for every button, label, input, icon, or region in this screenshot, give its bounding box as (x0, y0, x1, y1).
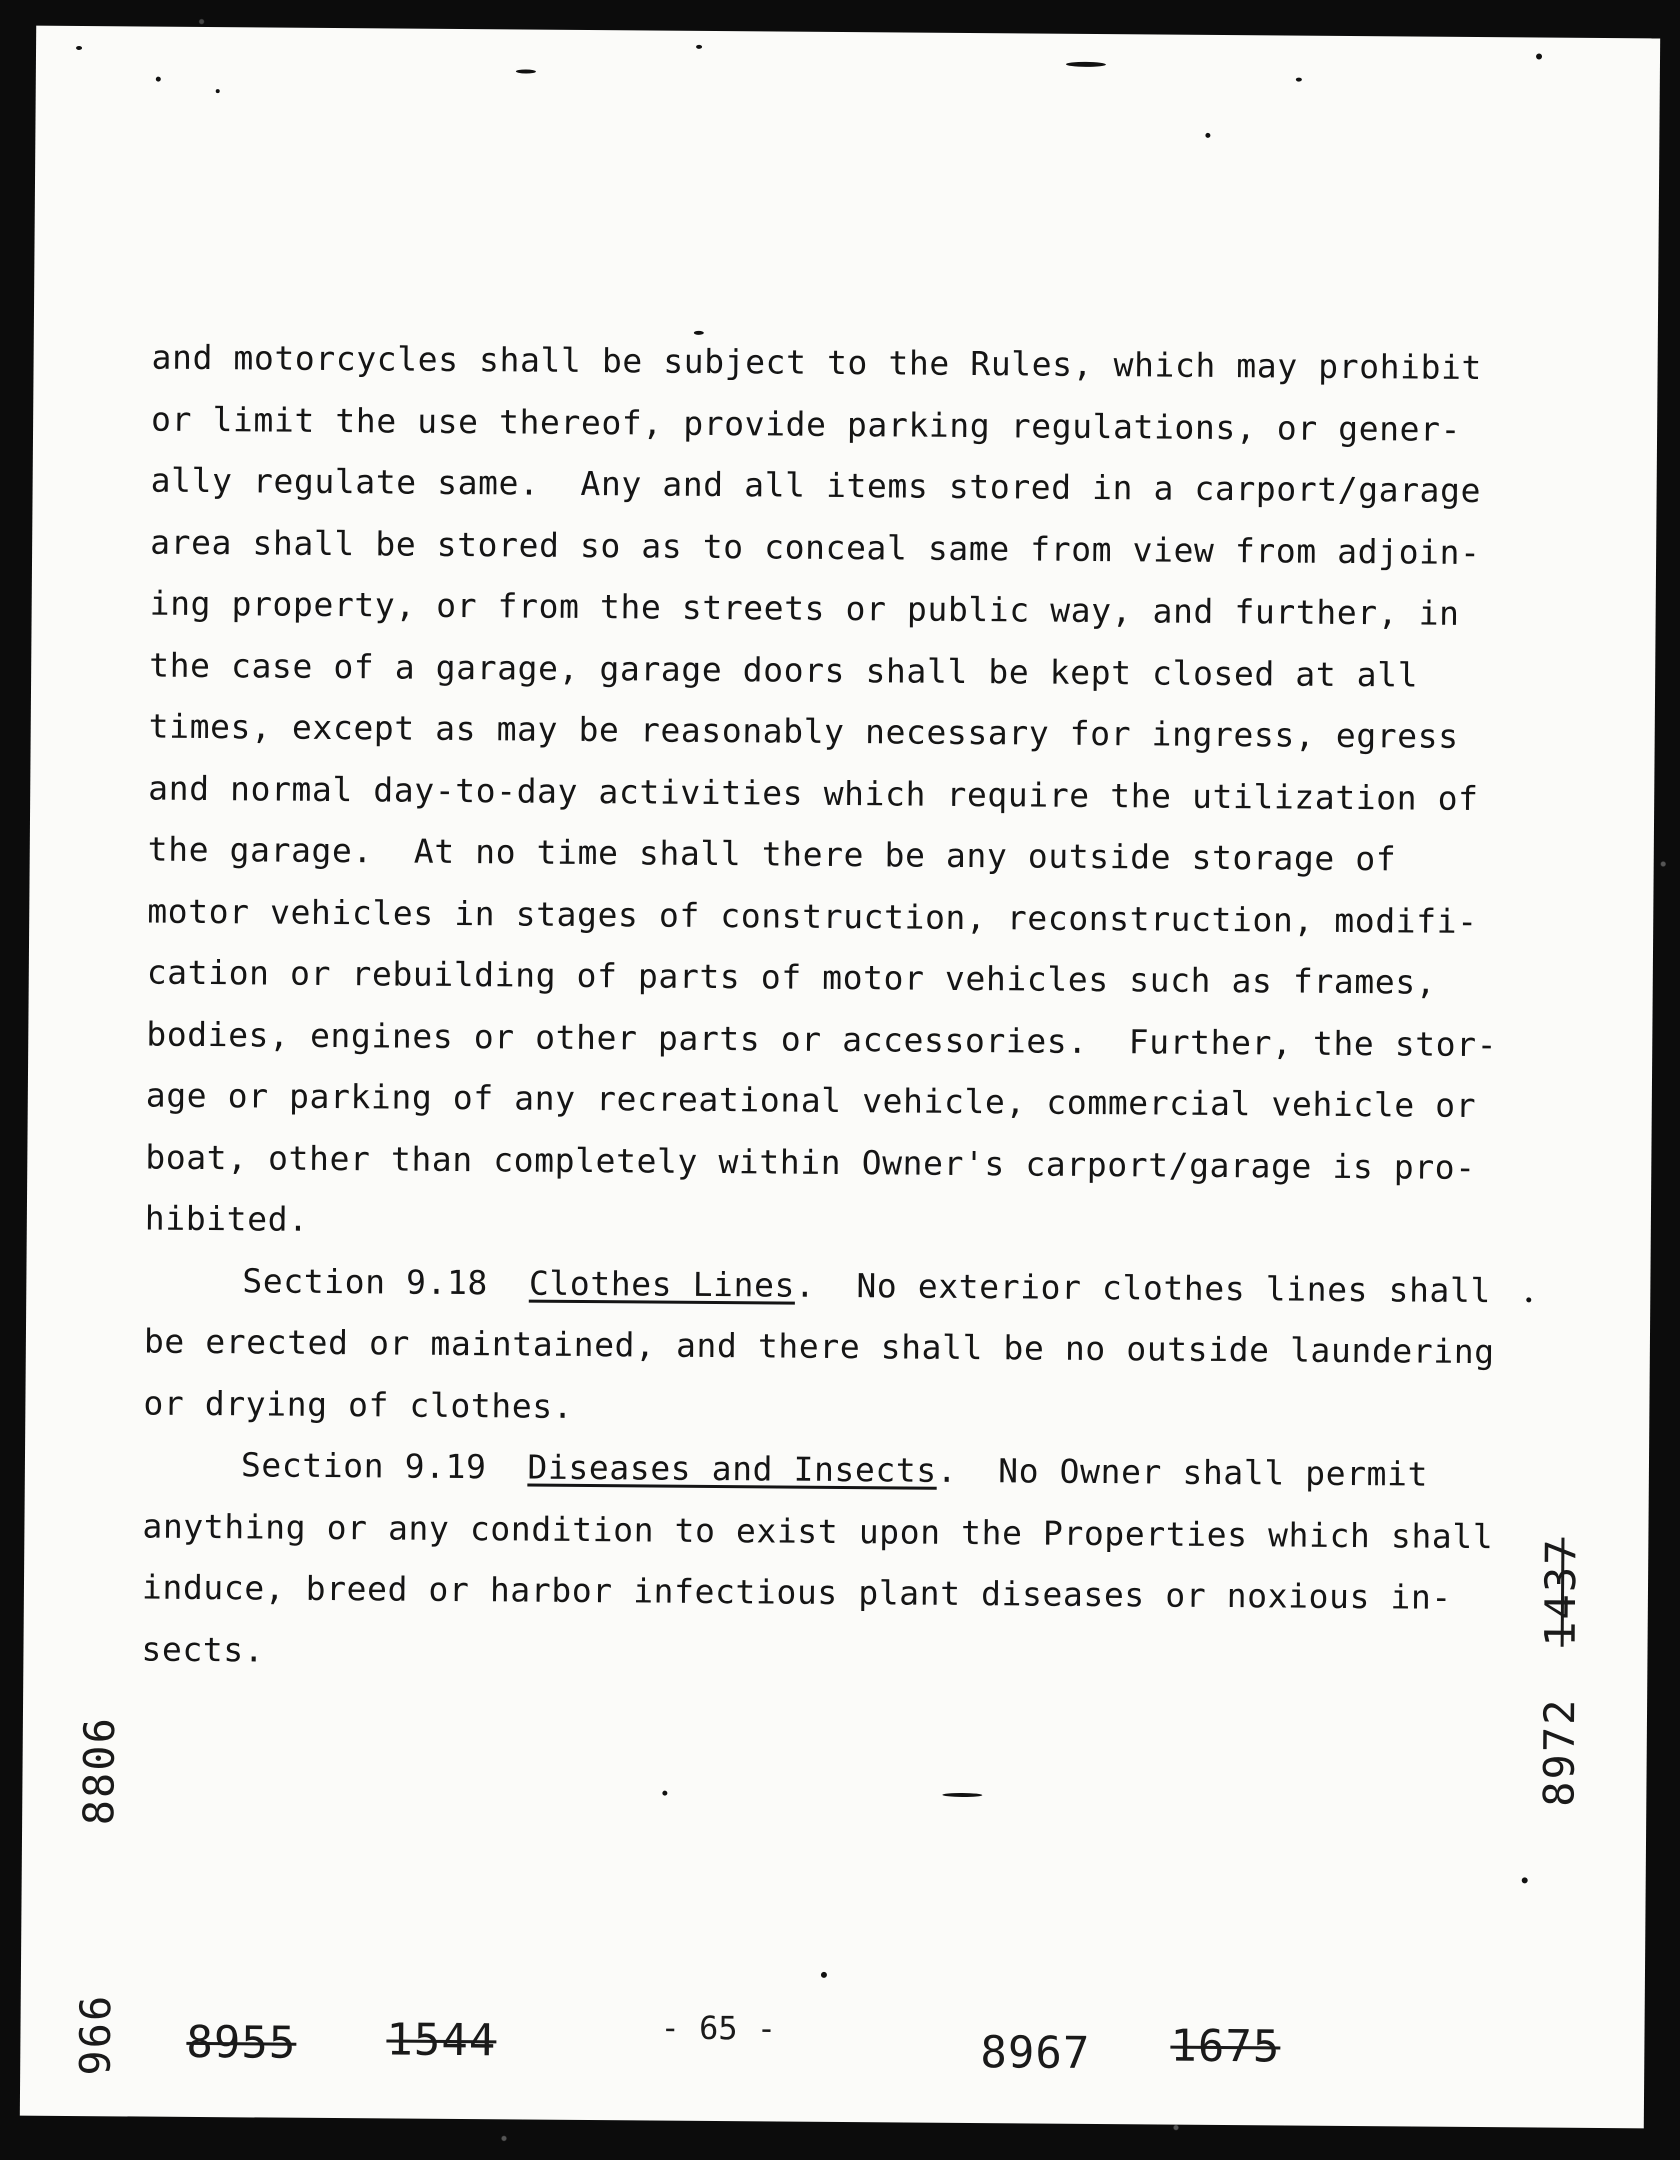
body-text (141, 327, 1498, 1690)
speck (1522, 1877, 1528, 1883)
footer-number: 8967 (980, 2027, 1091, 2079)
left-margin-number-bottom: 966 (70, 1993, 121, 2076)
section-heading: Diseases and Insects (527, 1447, 937, 1490)
footer-struck-number: 1675 (1170, 2020, 1281, 2073)
section-9-19-first-line (143, 1434, 1483, 1506)
section-number: Section 9.19 (240, 1445, 487, 1487)
footer-struck-number: 1544 (386, 2014, 497, 2067)
section-lead-text: . No exterior clothes lines shall (794, 1265, 1492, 1310)
text-line: the case of a garage, garage doors shall be kept closed at all (149, 645, 1419, 695)
text-line: anything or any condition to exist upon the Properties which shall (142, 1506, 1494, 1556)
speck (1536, 53, 1542, 59)
text-line: sects. (141, 1629, 265, 1669)
text-line: cation or rebuilding of parts of motor vehicles such as frames, (146, 952, 1437, 1002)
section-heading: Clothes Lines (528, 1263, 796, 1305)
left-margin-number: 8806 (74, 1715, 125, 1826)
speck (942, 1793, 982, 1797)
text-line: induce, breed or harbor infectious plant diseases or noxious in- (141, 1567, 1453, 1617)
speck (1526, 1297, 1531, 1302)
text-line: area shall be stored so as to conceal same from view from adjoin- (150, 522, 1481, 572)
speck (156, 77, 161, 82)
speck (821, 1972, 827, 1978)
speck (1066, 62, 1106, 67)
text-line: be erected or maintained, and there shall be no outside laundering (143, 1321, 1495, 1372)
speck (1205, 133, 1210, 138)
text-line: boat, other than completely within Owner's carport/garage is pro- (145, 1137, 1476, 1187)
speck (696, 45, 702, 49)
text-line: or drying of clothes. (143, 1383, 574, 1426)
text-line: and normal day-to-day activities which require the utilization of (148, 768, 1479, 818)
page-number: - 65 - (660, 2008, 777, 2048)
text-line: the garage. At no time shall there be any outside storage of (147, 829, 1397, 879)
text-line: ing property, or from the streets or public way, and further, in (149, 583, 1460, 633)
text-line: and motorcycles shall be subject to the Rules, which may prohibit (151, 337, 1483, 388)
text-line: age or parking of any recreational vehicle, commercial vehicle or (145, 1075, 1477, 1125)
right-margin-number: 8972 (1534, 1697, 1585, 1807)
document-page (20, 26, 1660, 2129)
section-lead-text: . No Owner shall permit (936, 1450, 1429, 1494)
text-line: ally regulate same. Any and all items stored in a carport/garage (150, 460, 1482, 511)
text-line: motor vehicles in stages of construction, reconstruction, modifi- (147, 891, 1478, 941)
section-9-18-first-line (144, 1249, 1492, 1321)
speck (516, 69, 536, 73)
speck (1296, 78, 1302, 82)
speck (216, 89, 220, 93)
text-line: or limit the use thereof, provide parking regulations, or gener- (150, 399, 1462, 449)
text-line: times, except as may be reasonably necessary for ingress, egress (148, 706, 1459, 756)
speck (76, 46, 82, 50)
footer-struck-number: 8955 (186, 2016, 297, 2069)
text-line: hibited. (144, 1198, 309, 1239)
speck (662, 1791, 667, 1796)
right-margin-struck-number: 1437 (1535, 1537, 1586, 1647)
text-line: bodies, engines or other parts or accessories. Further, the stor- (146, 1014, 1498, 1064)
section-number: Section 9.18 (242, 1260, 489, 1302)
